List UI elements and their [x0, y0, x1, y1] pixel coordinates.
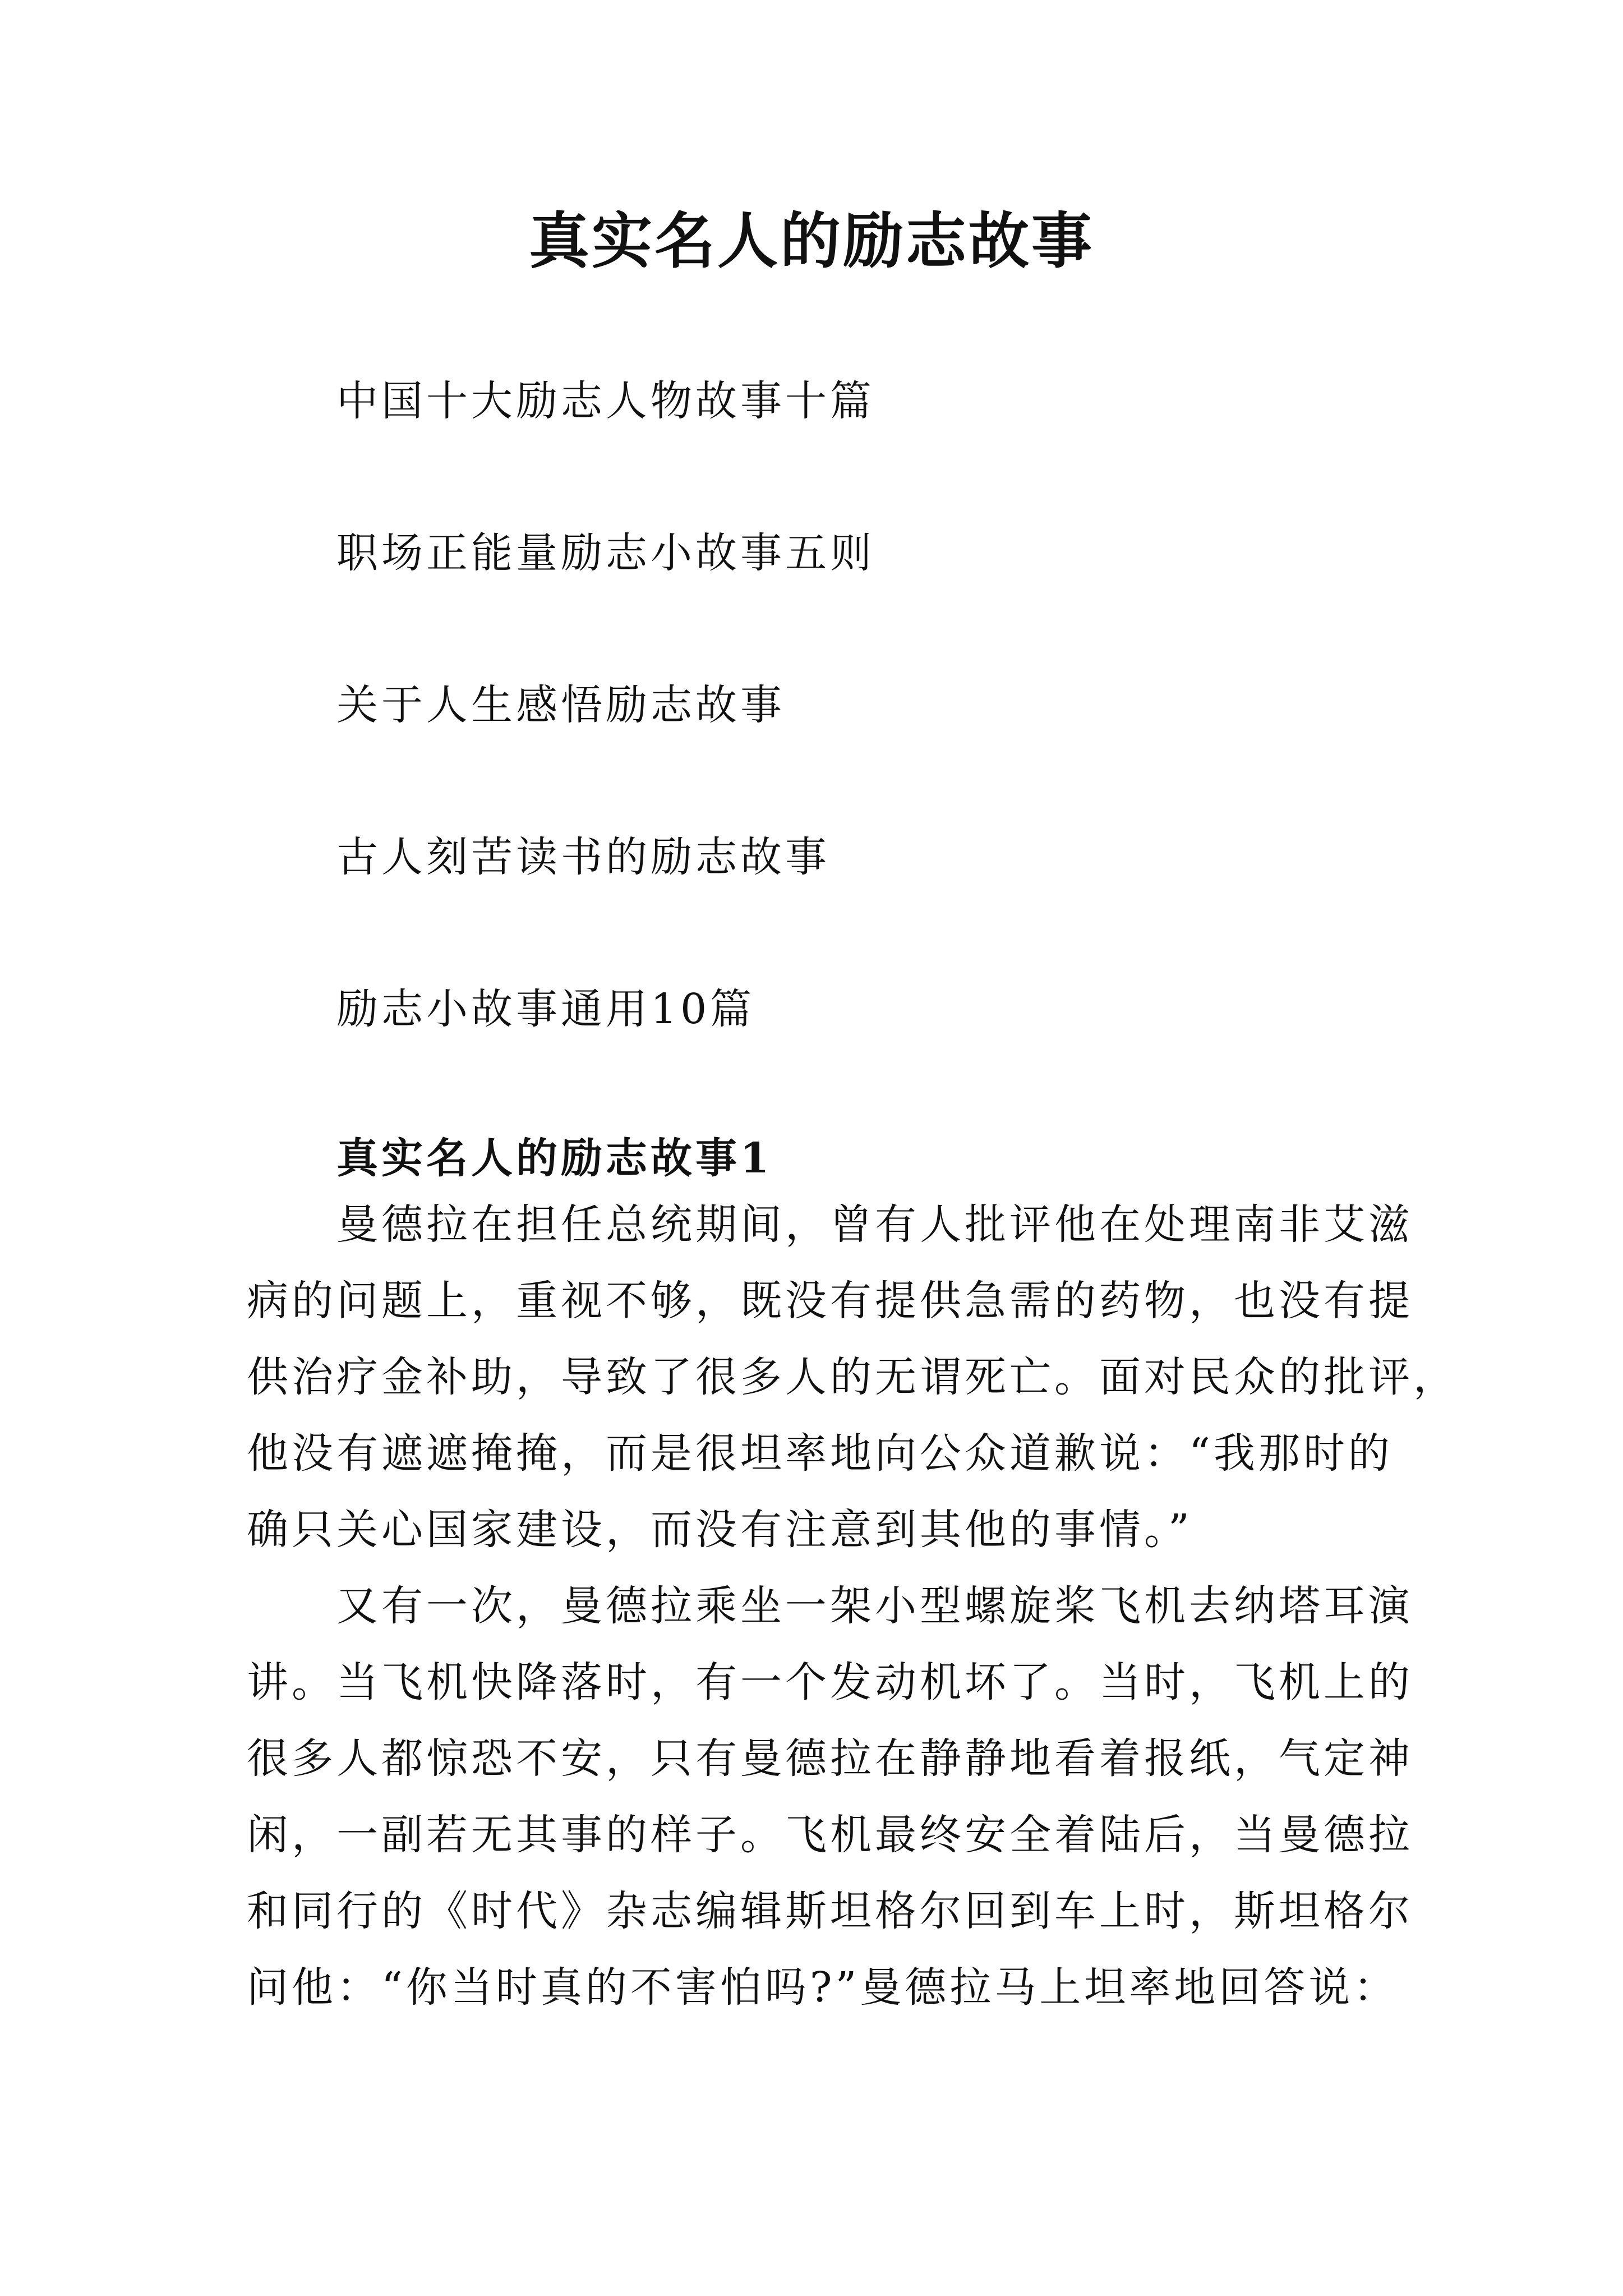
text-line: 和同行的《时代》杂志编辑斯坦格尔回到车上时，斯坦格尔: [247, 1887, 1413, 1935]
body-text: [247, 1186, 1458, 2026]
related-article-item[interactable]: 古人刻苦读书的励志故事: [336, 833, 830, 881]
document-title: 真实名人的励志故事: [528, 206, 1094, 277]
text-line: 病的问题上，重视不够，既没有提供急需的药物，也没有提: [247, 1277, 1413, 1325]
text-line: 讲。当飞机快降落时，有一个发动机坏了。当时，飞机上的: [247, 1658, 1413, 1706]
related-article-item[interactable]: 职场正能量励志小故事五则: [336, 529, 875, 577]
text-line: 问他：“你当时真的不害怕吗?”曼德拉马上坦率地回答说：: [247, 1963, 1399, 2012]
paragraph-2: [247, 1568, 1413, 2026]
paragraph-1: [247, 1186, 1458, 1568]
related-article-item[interactable]: 中国十大励志人物故事十篇: [336, 377, 875, 425]
text-line: 供治疗金补助，导致了很多人的无谓死亡。面对民众的批评，: [247, 1353, 1458, 1401]
related-article-item[interactable]: 励志小故事通用10篇: [336, 985, 755, 1033]
text-line: 闲，一副若无其事的样子。飞机最终安全着陆后，当曼德拉: [247, 1811, 1413, 1859]
related-article-item[interactable]: 关于人生感悟励志故事: [336, 681, 785, 729]
text-line: 很多人都惊恐不安，只有曼德拉在静静地看着报纸，气定神: [247, 1734, 1413, 1783]
section-heading: 真实名人的励志故事1: [336, 1134, 773, 1182]
text-line: 又有一次，曼德拉乘坐一架小型螺旋桨飞机去纳塔耳演: [336, 1582, 1413, 1630]
related-articles-list: [336, 373, 875, 1133]
text-line: 他没有遮遮掩掩，而是很坦率地向公众道歉说：“我那时的: [247, 1429, 1393, 1478]
text-line: 确只关心国家建设，而没有注意到其他的事情。”: [247, 1506, 1193, 1554]
text-line: 曼德拉在担任总统期间，曾有人批评他在处理南非艾滋: [336, 1200, 1413, 1249]
